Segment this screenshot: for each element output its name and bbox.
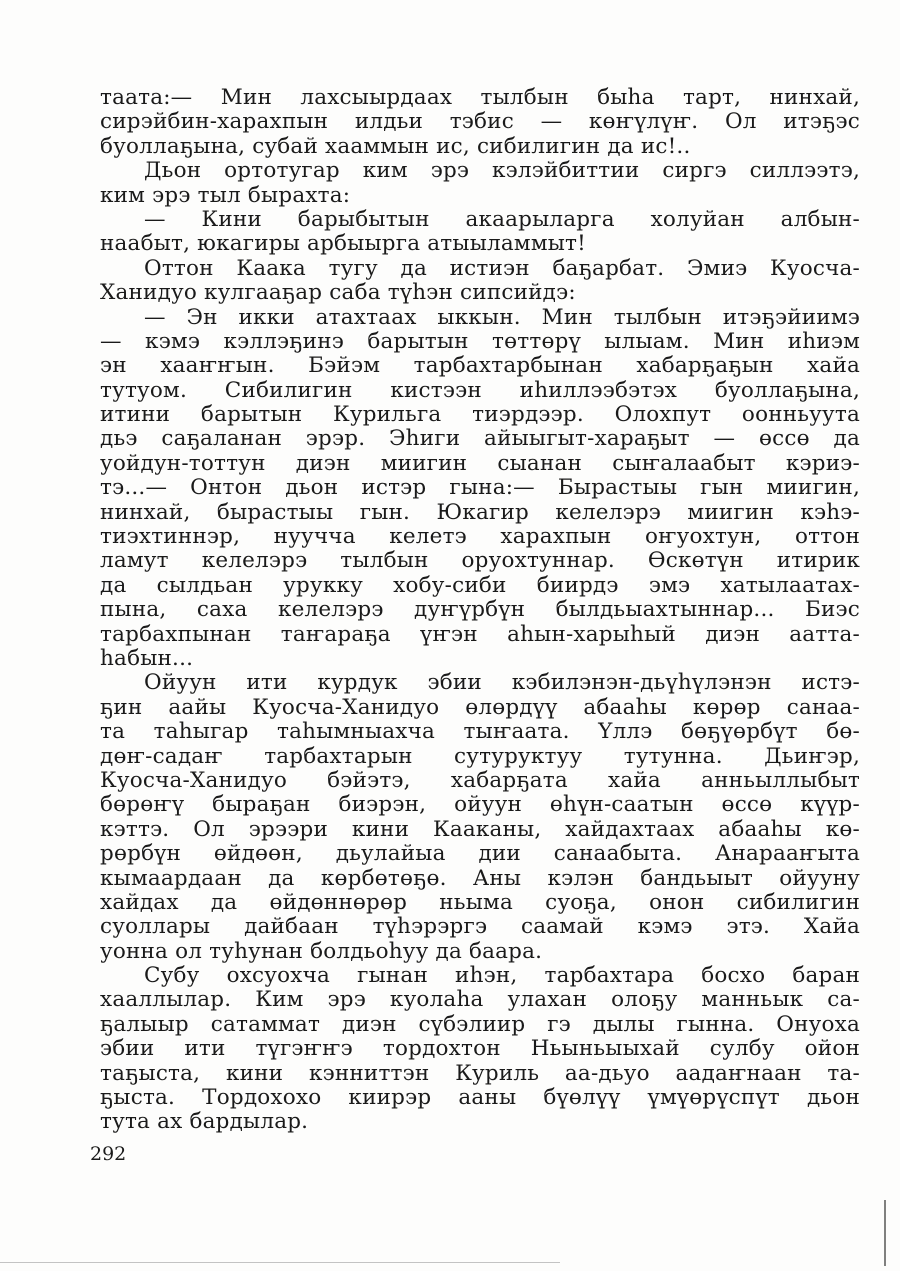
scan-edge-line — [0, 1262, 560, 1263]
text-line: таҕыста, кини кэнниттэн Куриль аа-дьуо аадаҥнаан та- — [100, 1060, 860, 1086]
text-line: — кэмэ кэллэҕинэ барытын төттөрү ылыам. Мин иhиэм — [100, 328, 860, 354]
text-line: эн хааҥҥын. Бэйэм тарбахтарбынан хабарҕаҕын хайа — [100, 353, 860, 379]
text-line: хайдах да өйдөннөрөр ньыма суоҕа, онон сибилигин — [100, 889, 860, 915]
text-line: уонна ол туhунан болдьоhуу да баара. — [100, 938, 543, 964]
text-line: тута ах бардылар. — [100, 1109, 309, 1135]
text-line: Ханидуо кулгааҕар саба түhэн сипсийдэ: — [100, 280, 576, 306]
text-line: ламут келелэрэ тылбын оруохтуннар. Өскөтүн итирик — [100, 548, 860, 574]
text-line: та таhыгар таhымныахча тыҥаата. Үллэ бөҕүөрбүт бө- — [100, 719, 860, 745]
text-line: Субу охсуохча гынан иhэн, тарбахтара босхо баран — [144, 963, 860, 989]
text-line: — Эн икки атахтаах ыккын. Мин тылбын итэҕэйиимэ — [144, 304, 860, 330]
text-line: сирэйбин-харахпын илдьи тэбис — көҥүлүҥ. Ол итэҕэс — [100, 109, 860, 135]
text-line: тиэхтиннэр, нуучча келетэ харахпын оҥуохтун, оттон — [100, 524, 860, 550]
text-line: итини барытын Курильга тиэрдээр. Олохпут оонньуута — [100, 402, 860, 428]
text-line: наабыт, юкагиры арбыырга атыыламмыт! — [100, 231, 586, 257]
text-line: кымаардаан да көрбөтөҕө. Аны кэлэн бандьыыт ойууну — [100, 865, 860, 891]
text-line: ким эрэ тыл бырахта: — [100, 182, 351, 208]
text-line: ҕыста. Тордохохо киирэр ааны бүөлүү үмүөрүспүт дьон — [100, 1085, 860, 1111]
text-line: рөрбүн өйдөөн, дьулайыа дии санаабыта. Анарааҥыта — [100, 841, 860, 867]
text-line: хааллылар. Ким эрэ куолаhа улахан олоҕу манньык са- — [100, 987, 860, 1013]
text-line: суоллары дайбаан түhэрэргэ саамай кэмэ этэ. Хайа — [100, 914, 860, 940]
text-line: дьэ саҕаланан эрэр. Эhиги айыыгыт-хараҕыт — өссө да — [100, 426, 860, 452]
text-line: кэттэ. Ол эрээри кини Кааканы, хайдахтаах абааhы кө- — [100, 816, 860, 842]
text-line: бөрөҥү быраҕан биэрэн, ойуун өhүн-саатын өссө күүр- — [100, 792, 860, 818]
text-line: тутуом. Сибилигин кистээн иhиллээбэтэх буоллаҕына, — [100, 377, 860, 403]
text-line: буоллаҕына, субай хааммын ис, сибилигин да ис!.. — [100, 133, 691, 159]
page-number: 292 — [90, 1143, 127, 1165]
text-line: тарбахпынан таҥараҕа үҥэн аhын-харыhый диэн аатта- — [100, 621, 860, 647]
text-line: ҕин аайы Куосча-Ханидуо өлөрдүү абааhы көрөр санаа- — [100, 694, 860, 720]
scan-edge-mark — [884, 1200, 886, 1266]
text-line: пына, саха келелэрэ дуҥүрбүн былдьыахтыннар... Биэс — [100, 597, 860, 623]
body-text — [100, 86, 860, 1135]
text-line: да сылдьан урукку хобу-сиби биирдэ эмэ хатылаатах- — [100, 572, 860, 598]
text-line: уойдун-тоттун диэн миигин сыанан сыҥалаабыт кэриэ- — [100, 450, 860, 476]
text-line: Куосча-Ханидуо бэйэтэ, хабарҕата хайа анньыллыбыт — [100, 767, 860, 793]
text-line: эбии ити түгэҥҥэ тордохтон Ньыньыыхай сулбу ойон — [100, 1036, 860, 1062]
text-line: — Кини барыбытын акаарыларга холуйан албын- — [144, 206, 860, 232]
text-line: таата:— Мин лахсыырдаах тылбын быhа тарт, нинхай, — [100, 85, 860, 110]
text-line: Ойуун ити курдук эбии кэбилэнэн-дьүhүлэнэн истэ- — [144, 670, 860, 696]
text-line: ҕалыыр сатаммат диэн сүбэлиир гэ дылы гынна. Онуоха — [100, 1011, 860, 1037]
text-line: hабын... — [100, 645, 194, 671]
text-line: нинхай, бырастыы гын. Юкагир келелэрэ миигин кэhэ- — [100, 499, 860, 525]
text-line: Оттон Каака тугу да истиэн баҕарбат. Эмиэ Куосча- — [144, 255, 860, 281]
text-line: Дьон ортотугар ким эрэ кэлэйбиттии сиргэ силлээтэ, — [144, 158, 860, 184]
text-line: дөҥ-садаҥ тарбахтарын сутуруктуу тутунна. Дьиҥэр, — [100, 743, 860, 769]
text-line: тэ...— Онтон дьон истэр гына:— Бырастыы гын миигин, — [100, 475, 860, 501]
